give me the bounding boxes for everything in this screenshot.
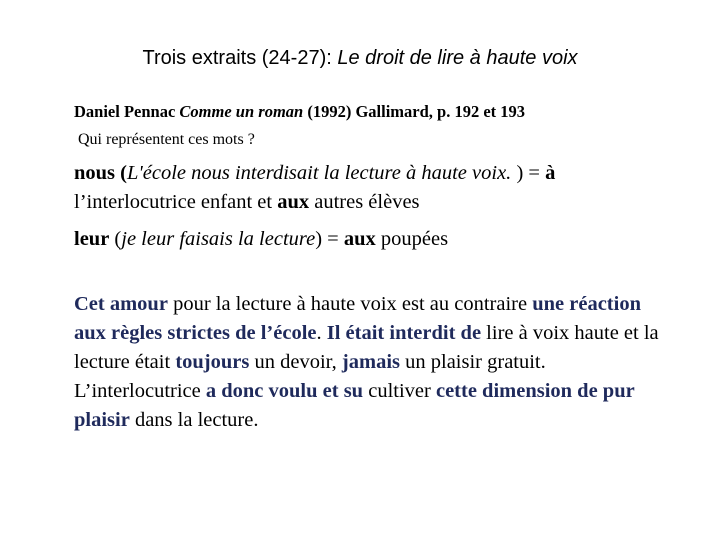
- text-segment: .: [316, 322, 327, 344]
- paren-open: (: [115, 162, 127, 184]
- emph-dimension: cette dimension de pur plaisir: [74, 380, 635, 431]
- text-segment: dans la lecture.: [129, 409, 259, 431]
- paragraph-nous: [74, 159, 674, 217]
- text-segment: cultiver: [363, 380, 436, 402]
- title-prefix: Trois extraits (24-27):: [142, 47, 338, 69]
- text-segment: lire à voix haute et la lecture était: [74, 322, 659, 373]
- paragraph-analysis: [74, 290, 674, 435]
- paragraph-leur: [74, 225, 674, 254]
- text-segment: un devoir,: [249, 351, 342, 373]
- line-interlocutrice: l’interlocutrice enfant et: [74, 191, 278, 213]
- word-aux: aux: [277, 191, 310, 213]
- word-poupees: poupées: [375, 228, 449, 250]
- emph-interdit: Il était interdit de: [326, 322, 482, 344]
- text-segment: un plaisir gratuit. L’interlocutrice: [74, 351, 546, 402]
- quote-nous: L'école nous interdisait la lecture à haute voix.: [126, 162, 512, 184]
- publication-details: (1992) Gallimard, p. 192 et 193: [303, 102, 526, 121]
- paren-close: ) =: [511, 162, 546, 184]
- book-title: Comme un roman: [179, 102, 304, 121]
- emph-toujours: toujours: [175, 351, 250, 373]
- text-segment: pour la lecture à haute voix est au contraire: [167, 293, 533, 315]
- author: Daniel Pennac: [74, 102, 180, 121]
- emph-cet-amour: Cet amour: [74, 293, 168, 315]
- question-line: Qui représentent ces mots ?: [78, 131, 255, 148]
- pronoun-nous: nous: [74, 162, 116, 184]
- paren-open: (: [109, 228, 122, 250]
- quote-leur: je leur faisais la lecture: [121, 228, 316, 250]
- emph-voulu-su: a donc voulu et su: [205, 380, 364, 402]
- emph-jamais: jamais: [341, 351, 400, 373]
- prep-a: à: [545, 162, 556, 184]
- word-aux: aux: [343, 228, 376, 250]
- title-italic: Le droit de lire à haute voix: [337, 47, 578, 69]
- slide-title: [0, 45, 720, 71]
- line-eleves: autres élèves: [309, 191, 420, 213]
- book-reference: [74, 101, 694, 123]
- pronoun-leur: leur: [74, 228, 110, 250]
- emph-reaction: une réaction aux règles strictes de l’école: [74, 293, 641, 344]
- paren-close: ) =: [315, 228, 344, 250]
